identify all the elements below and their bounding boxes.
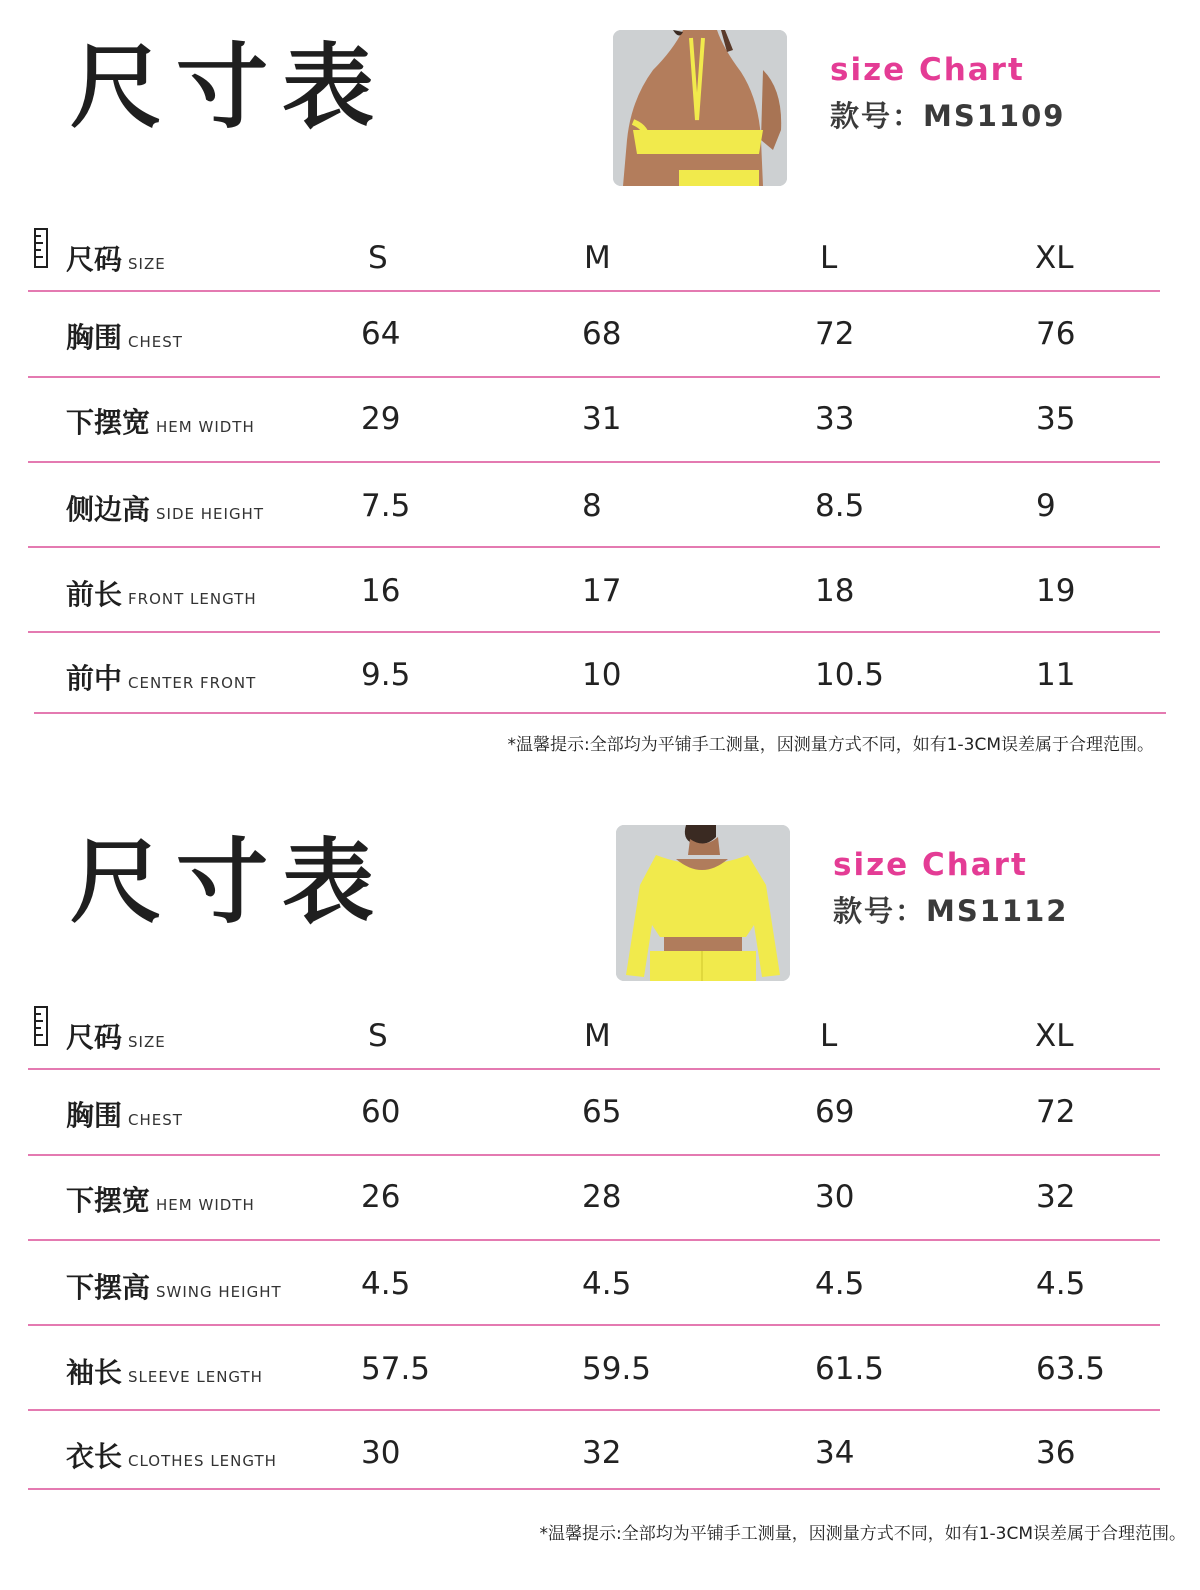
row-divider	[28, 1239, 1160, 1241]
table-cell: 32	[582, 1435, 622, 1471]
row-label	[66, 488, 264, 528]
row-label	[66, 1179, 255, 1219]
table-cell: 11	[1036, 657, 1076, 693]
table-cell: 29	[361, 401, 401, 437]
table-cell: 4.5	[1036, 1266, 1086, 1302]
row-label	[66, 1351, 263, 1391]
table-cell: 4.5	[361, 1266, 411, 1302]
table-cell: 17	[582, 573, 622, 609]
measurement-note: *温馨提示:全部均为平铺手工测量，因测量方式不同，如有1-3CM误差属于合理范围。	[539, 1524, 1186, 1544]
size-column-header: S	[368, 1018, 388, 1054]
label-en: SLEEVE LENGTH	[128, 1368, 263, 1386]
measurement-note: *温馨提示:全部均为平铺手工测量，因测量方式不同，如有1-3CM误差属于合理范围。	[507, 735, 1154, 755]
table-cell: 65	[582, 1094, 622, 1130]
table-cell: 34	[815, 1435, 855, 1471]
table-cell: 68	[582, 316, 622, 352]
table-header-row	[0, 1010, 1200, 1070]
table-cell: 9.5	[361, 657, 411, 693]
table-cell: 72	[1036, 1094, 1076, 1130]
row-divider	[28, 631, 1160, 633]
row-divider	[28, 1488, 1160, 1490]
size-column-header: XL	[1035, 240, 1074, 276]
table-cell: 30	[815, 1179, 855, 1215]
table-cell: 16	[361, 573, 401, 609]
row-label	[66, 238, 166, 278]
table-cell: 64	[361, 316, 401, 352]
table-cell: 31	[582, 401, 622, 437]
label-cn: 衣长	[66, 1440, 123, 1473]
label-cn: 胸围	[66, 321, 123, 354]
product-photo-long-sleeve-top	[616, 825, 790, 981]
label-en: SIDE HEIGHT	[156, 505, 265, 523]
label-en: SIZE	[128, 1033, 166, 1051]
style-number: 款号：MS1112	[833, 894, 1069, 928]
size-chart-ms1112	[0, 795, 1200, 1585]
table-cell: 59.5	[582, 1351, 652, 1387]
label-cn: 下摆宽	[66, 406, 151, 439]
table-cell: 32	[1036, 1179, 1076, 1215]
label-cn: 尺码	[66, 1021, 123, 1054]
table-cell: 28	[582, 1179, 622, 1215]
row-label	[66, 401, 255, 441]
size-column-header: L	[820, 240, 838, 276]
row-divider	[28, 376, 1160, 378]
row-divider	[28, 1409, 1160, 1411]
row-divider	[28, 461, 1160, 463]
row-label	[66, 1016, 166, 1056]
row-label	[66, 657, 256, 697]
table-cell: 36	[1036, 1435, 1076, 1471]
table-cell: 10	[582, 657, 622, 693]
row-label	[66, 1094, 183, 1134]
label-en: FRONT LENGTH	[128, 590, 257, 608]
label-cn: 前长	[66, 578, 123, 611]
label-cn: 尺码	[66, 243, 123, 276]
table-cell: 76	[1036, 316, 1076, 352]
page-title: 尺寸表	[70, 34, 389, 141]
table-cell: 61.5	[815, 1351, 885, 1387]
label-cn: 下摆宽	[66, 1184, 151, 1217]
row-divider	[28, 1324, 1160, 1326]
label-cn: 袖长	[66, 1356, 123, 1389]
label-en: SWING HEIGHT	[156, 1283, 282, 1301]
table-cell: 4.5	[582, 1266, 632, 1302]
table-header-row	[0, 232, 1200, 292]
row-divider	[28, 290, 1160, 292]
table-cell: 18	[815, 573, 855, 609]
row-divider	[28, 546, 1160, 548]
row-label	[66, 1435, 277, 1475]
size-column-header: L	[820, 1018, 838, 1054]
table-cell: 30	[361, 1435, 401, 1471]
table-cell: 9	[1036, 488, 1056, 524]
row-divider	[28, 1154, 1160, 1156]
table-cell: 10.5	[815, 657, 885, 693]
table-cell: 8	[582, 488, 602, 524]
label-cn: 前中	[66, 662, 123, 695]
row-label	[66, 316, 183, 356]
row-label	[66, 1266, 282, 1306]
label-en: SIZE	[128, 255, 166, 273]
label-en: CENTER FRONT	[128, 674, 257, 692]
table-cell: 69	[815, 1094, 855, 1130]
size-column-header: M	[584, 240, 611, 276]
table-cell: 33	[815, 401, 855, 437]
table-cell: 63.5	[1036, 1351, 1106, 1387]
size-column-header: M	[584, 1018, 611, 1054]
table-cell: 35	[1036, 401, 1076, 437]
table-cell: 57.5	[361, 1351, 431, 1387]
size-column-header: S	[368, 240, 388, 276]
label-en: CHEST	[128, 1111, 183, 1129]
table-cell: 26	[361, 1179, 401, 1215]
page-title: 尺寸表	[70, 829, 389, 936]
label-cn: 胸围	[66, 1099, 123, 1132]
row-label	[66, 573, 257, 613]
row-divider	[34, 712, 1166, 714]
table-cell: 4.5	[815, 1266, 865, 1302]
label-en: CHEST	[128, 333, 183, 351]
label-cn: 侧边高	[66, 493, 151, 526]
size-chart-label: size Chart	[830, 52, 1025, 88]
label-cn: 下摆高	[66, 1271, 151, 1304]
label-en: HEM WIDTH	[156, 1196, 255, 1214]
table-cell: 7.5	[361, 488, 411, 524]
product-photo-sports-bra	[613, 30, 787, 186]
style-number: 款号：MS1109	[830, 99, 1066, 133]
label-en: CLOTHES LENGTH	[128, 1452, 277, 1470]
table-cell: 72	[815, 316, 855, 352]
label-en: HEM WIDTH	[156, 418, 255, 436]
table-cell: 60	[361, 1094, 401, 1130]
size-column-header: XL	[1035, 1018, 1074, 1054]
row-divider	[28, 1068, 1160, 1070]
size-chart-ms1109	[0, 0, 1200, 790]
table-cell: 19	[1036, 573, 1076, 609]
table-cell: 8.5	[815, 488, 865, 524]
size-chart-label: size Chart	[833, 847, 1028, 883]
